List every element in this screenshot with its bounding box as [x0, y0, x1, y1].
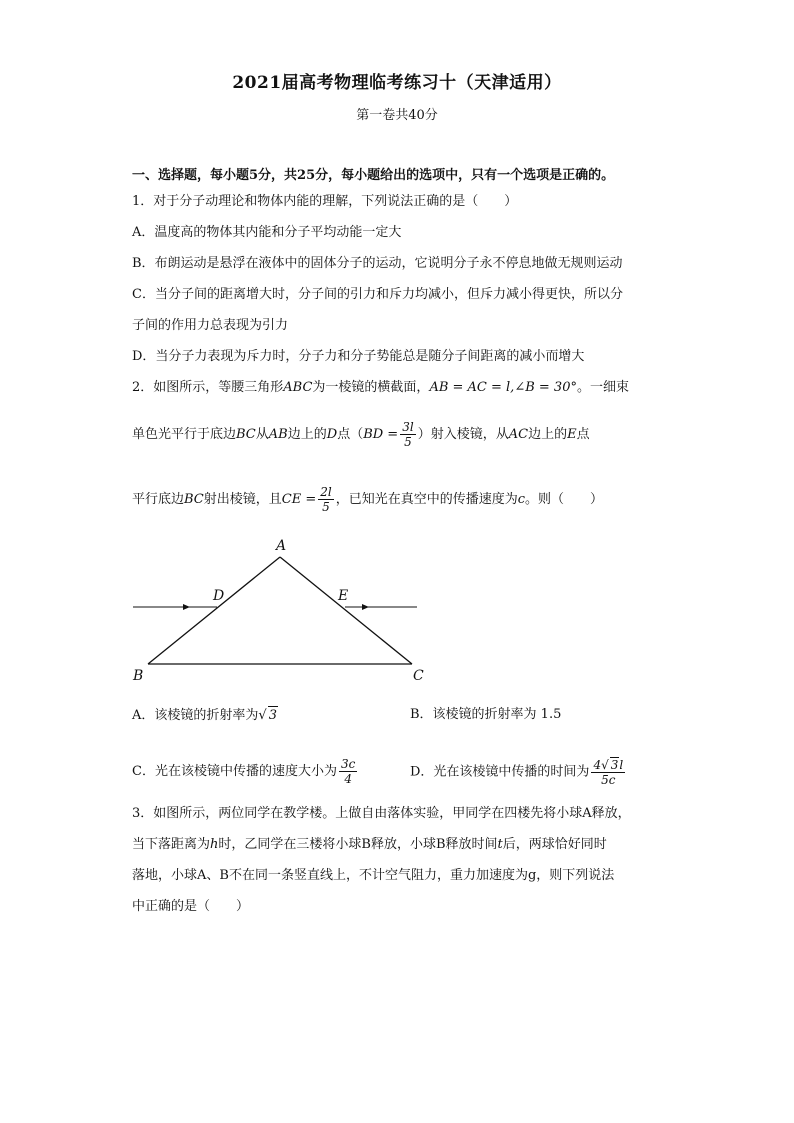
- fraction-denominator: 4: [344, 772, 352, 786]
- q2-text: 点: [576, 427, 590, 442]
- q3-stem-line3: 落地，小球A、B不在同一条竖直线上，不计空气阻力，重力加速度为g，则下列说法: [132, 868, 615, 883]
- q2-option-a-text: A．该棱镜的折射率为: [132, 708, 259, 723]
- variable: l: [619, 758, 624, 772]
- q2-text: 平行底边: [132, 492, 185, 507]
- q2-math: AB: [268, 427, 288, 442]
- q3-math: h: [210, 837, 219, 852]
- q1-stem: 1．对于分子动理论和物体内能的理解，下列说法正确的是（ ）: [132, 194, 518, 209]
- q2-math: D: [326, 427, 338, 442]
- q2-math: AC: [508, 427, 529, 442]
- q2-text: ，已知光在真空中的传播速度为: [335, 492, 518, 507]
- fraction-speed: [339, 757, 357, 786]
- q3-math: t: [497, 837, 503, 852]
- q1-option-b: B．布朗运动是悬浮在液体中的固体分子的运动，它说明分子永不停息地做无规则运动: [132, 256, 623, 271]
- q3-text: 当下落距离为: [132, 837, 211, 852]
- sqrt-icon: √: [601, 758, 609, 772]
- label-e: E: [338, 588, 349, 604]
- q2-math: c: [517, 492, 526, 507]
- exit-ray-arrow-icon: [362, 604, 369, 610]
- q2-math: ABC: [283, 380, 313, 395]
- fraction-numerator: 3l: [402, 420, 414, 434]
- sqrt-icon: √: [258, 708, 267, 723]
- q3-text: 时，乙同学在三楼将小球B释放，小球B释放时间: [218, 837, 498, 852]
- label-a: A: [276, 538, 287, 554]
- fraction-numerator: 2l: [320, 485, 332, 499]
- q2-option-c-text: C．光在该棱镜中传播的速度大小为: [132, 764, 337, 779]
- label-c: C: [413, 668, 424, 684]
- q1-option-d: D．当分子力表现为斥力时，分子力和分子势能总是随分子间距离的减小而增大: [132, 349, 585, 364]
- fraction-ce: [318, 485, 333, 514]
- page-title: 2021届高考物理临考练习十（天津适用）: [232, 73, 562, 93]
- prism-figure: [125, 530, 435, 690]
- q2-text: 从: [255, 427, 269, 442]
- q2-text: 2．如图所示，等腰三角形: [132, 380, 284, 395]
- radicand: 3: [610, 758, 619, 772]
- q2-option-d: [410, 757, 627, 787]
- fraction-time: [591, 757, 625, 787]
- coef: 4: [593, 758, 602, 772]
- fraction-bd: [400, 420, 415, 449]
- q2-option-d-text: D．光在该棱镜中传播的时间为: [410, 764, 590, 780]
- q2-text: 点（: [337, 427, 364, 442]
- q2-text: 。则（ ）: [525, 492, 604, 507]
- q2-text: 射出棱镜，且: [203, 492, 282, 507]
- q2-text: 为一棱镜的横截面，: [312, 380, 430, 395]
- q2-option-b: B．该棱镜的折射率为 1.5: [410, 707, 562, 722]
- q2-text: 。一细束: [576, 380, 629, 395]
- fraction-numerator: 3c: [340, 757, 356, 771]
- q2-math: BC: [184, 492, 204, 507]
- q2-text: 边上的: [528, 427, 568, 442]
- label-b: B: [133, 668, 144, 684]
- triangle-side-ac: [280, 557, 412, 664]
- q2-option-a-radicand: 3: [268, 708, 277, 723]
- q2-math: CE =: [281, 492, 317, 507]
- q1-option-a: A．温度高的物体其内能和分子平均动能一定大: [132, 225, 402, 240]
- triangle-side-ab: [148, 557, 280, 664]
- q2-text: 边上的: [287, 427, 327, 442]
- q3-text: 后，两球恰好同时: [502, 837, 607, 852]
- q2-text: ）射入棱镜，从: [417, 427, 509, 442]
- q3-stem-line1: 3．如图所示，两位同学在教学楼。上做自由落体实验，甲同学在四楼先将小球A释放，: [132, 806, 631, 821]
- q2-math: AB = AC = l,∠B = 30°: [429, 380, 577, 395]
- q2-option-c: [132, 757, 359, 786]
- q2-stem-line3: [132, 485, 603, 514]
- q2-stem-line2: [132, 420, 590, 449]
- q3-stem-line2: [132, 836, 607, 854]
- q3-stem-line4: 中正确的是（ ）: [132, 899, 250, 914]
- q2-option-a: [132, 706, 278, 725]
- fraction-denominator: 5c: [601, 773, 616, 787]
- q1-option-c-line2: 子间的作用力总表现为引力: [132, 318, 289, 333]
- section-heading: 一、选择题，每小题5分，共25分，每小题给出的选项中，只有一个选项是正确的。: [132, 168, 615, 183]
- q2-stem-line1: [132, 379, 629, 397]
- page-subtitle: 第一卷共40分: [356, 108, 438, 123]
- label-d: D: [213, 588, 225, 604]
- fraction-denominator: 5: [322, 500, 330, 514]
- q1-option-c-line1: C．当分子间的距离增大时，分子间的引力和斥力均减小，但斥力减小得更快，所以分: [132, 287, 623, 302]
- incident-ray-arrow-icon: [183, 604, 190, 610]
- q2-math: BC: [236, 427, 256, 442]
- q2-math: E: [567, 427, 577, 442]
- fraction-denominator: 5: [404, 435, 412, 449]
- fraction-numerator: [591, 757, 625, 773]
- q2-text: 单色光平行于底边: [132, 427, 237, 442]
- q2-math: BD =: [363, 427, 399, 442]
